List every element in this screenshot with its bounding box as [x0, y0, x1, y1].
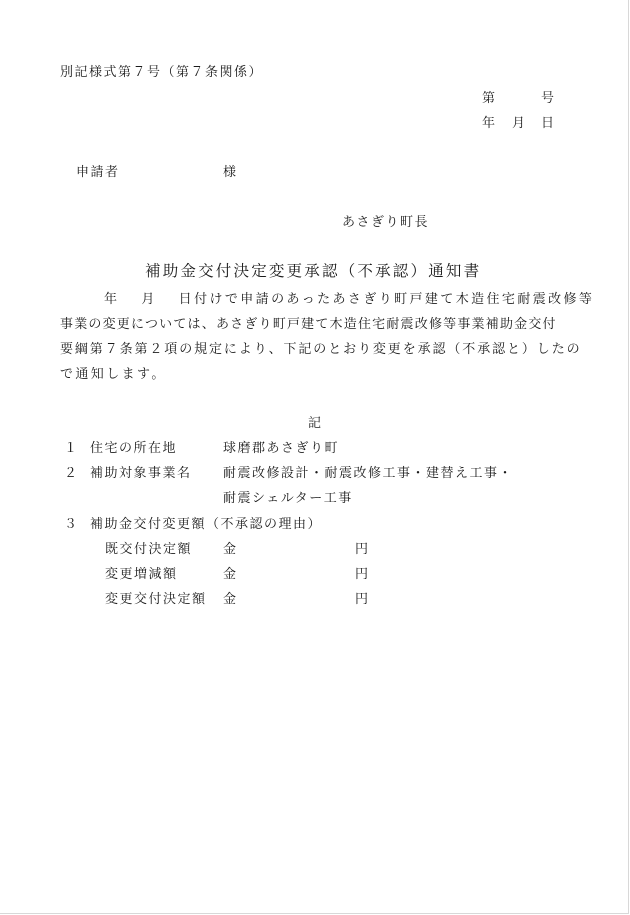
sender-name: あさぎり町長	[342, 215, 430, 230]
amount-row-2-label: 変更増減額	[105, 567, 178, 582]
date-day: 日	[541, 116, 556, 131]
amount-row-3-unit: 円	[355, 592, 370, 607]
doc-number-prefix: 第	[482, 91, 497, 106]
addressee-honorific: 様	[223, 165, 238, 180]
date-month: 月	[512, 116, 527, 131]
item-2-value-line-1: 耐震改修設計・耐震改修工事・建替え工事・	[223, 466, 514, 481]
item-1-number: １	[64, 441, 79, 456]
amount-row-1-label: 既交付決定額	[105, 542, 193, 557]
doc-number-suffix: 号	[541, 91, 556, 106]
item-2-label: 補助対象事業名	[90, 466, 192, 481]
amount-row-2-prefix: 金	[223, 567, 238, 582]
body-line-1: 年 月 日付けで申請のあったあさぎり町戸建て木造住宅耐震改修等	[104, 292, 595, 307]
amount-row-3-label: 変更交付決定額	[105, 592, 207, 607]
form-number: 別記様式第７号（第７条関係）	[60, 65, 264, 80]
amount-row-1-unit: 円	[355, 542, 370, 557]
body-line-4: で通知します。	[60, 367, 167, 382]
item-3-label: 補助金交付変更額（不承認の理由）	[90, 517, 323, 532]
document-title: 補助金交付決定変更承認（不承認）通知書	[145, 262, 482, 280]
item-3-number: ３	[64, 517, 79, 532]
date-year: 年	[482, 116, 497, 131]
addressee-label: 申請者	[76, 165, 120, 180]
item-1-value: 球磨郡あさぎり町	[223, 441, 340, 456]
item-2-value-line-2: 耐震シェルター工事	[223, 491, 353, 506]
amount-row-1-prefix: 金	[223, 542, 238, 557]
ki-marker: 記	[308, 416, 323, 431]
item-2-number: ２	[64, 466, 79, 481]
body-line-3: 要綱第７条第２項の規定により、下記のとおり変更を承認（不承認と）したの	[60, 342, 582, 357]
body-line-2: 事業の変更については、あさぎり町戸建て木造住宅耐震改修等事業補助金交付	[60, 317, 557, 332]
amount-row-2-unit: 円	[355, 567, 370, 582]
amount-row-3-prefix: 金	[223, 592, 238, 607]
item-1-label: 住宅の所在地	[90, 441, 178, 456]
